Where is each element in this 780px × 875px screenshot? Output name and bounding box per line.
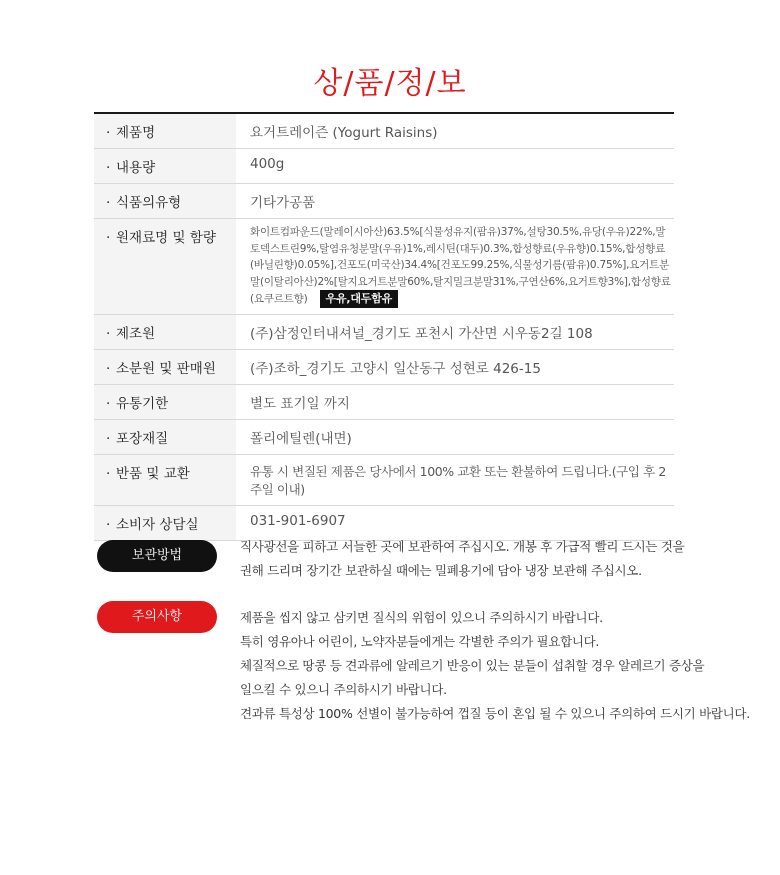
- ingredients-text: 화이트컴파운드(말레이시아산)63.5%[식물성유지(팜유)37%,설탕30.5%,유당(우유)22%,말토덱스트린9%,탈염유청분말(우유)1%,레시틴(대두)0.3%,합성향료(우유향)0.15%,합성향료(바닐린향)0.05%],건포도(미국산)34.4%[건포도99.25%,식물성기름(팜유)0.75%],요거트분말(이탈리아산)2%[탈지요거트분말60%,탈지밀크분말31%,구연산6%,요거트향3%],합성향료(요쿠르트향): [250, 226, 671, 305]
- allergen-badge: 우유,대두함유: [320, 290, 399, 308]
- storage-line: 직사광선을 피하고 서늘한 곳에 보관하여 주십시오. 개봉 후 가급적 빨리 드시는 것을: [240, 539, 685, 554]
- row-value: 폴리에틸렌(내면): [236, 420, 674, 455]
- table-row: [94, 385, 674, 420]
- row-label: · 식품의유형: [94, 184, 236, 219]
- row-label: · 유통기한: [94, 385, 236, 420]
- row-value: 요거트레이즌 (Yogurt Raisins): [236, 113, 674, 149]
- row-label: · 제품명: [94, 113, 236, 149]
- row-value: 기타가공품: [236, 184, 674, 219]
- row-value: (주)조하_경기도 고양시 일산동구 성현로 426-15: [236, 350, 674, 385]
- caution-text: [240, 606, 750, 726]
- table-row: [94, 219, 674, 315]
- row-value: (주)삼정인터내셔널_경기도 포천시 가산면 시우동2길 108: [236, 315, 674, 350]
- caution-line: 일으킬 수 있으니 주의하시기 바랍니다.: [240, 682, 447, 697]
- caution-line: 체질적으로 땅콩 등 견과류에 알레르기 반응이 있는 분들이 섭취할 경우 알레르기 증상을: [240, 658, 705, 673]
- bullet-icon: ·: [106, 361, 111, 377]
- bullet-icon: ·: [106, 160, 111, 176]
- table-row: [94, 455, 674, 506]
- bullet-icon: ·: [106, 125, 111, 141]
- row-label: · 제조원: [94, 315, 236, 350]
- storage-text: [240, 535, 684, 583]
- table-row: [94, 420, 674, 455]
- row-value: 400g: [236, 149, 674, 184]
- row-value: 031-901-6907: [236, 506, 674, 541]
- bullet-icon: ·: [106, 396, 111, 412]
- page-title: 상/품/정/보: [313, 66, 467, 102]
- product-info-table: [94, 112, 674, 541]
- row-label: · 포장재질: [94, 420, 236, 455]
- bullet-icon: ·: [106, 230, 111, 246]
- bullet-icon: ·: [106, 466, 111, 482]
- caution-line: 견과류 특성상 100% 선별이 불가능하여 껍질 등이 혼입 될 수 있으니 주의하여 드시기 바랍니다.: [240, 706, 750, 721]
- row-label: · 반품 및 교환: [94, 455, 236, 506]
- table-row: [94, 184, 674, 219]
- caution-badge: 주의사항: [97, 601, 217, 633]
- bullet-icon: ·: [106, 326, 111, 342]
- table-row: [94, 315, 674, 350]
- table-row: [94, 113, 674, 149]
- storage-badge: 보관방법: [97, 540, 217, 572]
- bullet-icon: ·: [106, 431, 111, 447]
- row-value: 유통 시 변질된 제품은 당사에서 100% 교환 또는 환불하여 드립니다.(구입 후 2주일 이내): [236, 455, 674, 506]
- row-label: · 소비자 상담실: [94, 506, 236, 541]
- bullet-icon: ·: [106, 195, 111, 211]
- caution-line: 제품을 씹지 않고 삼키면 질식의 위험이 있으니 주의하시기 바랍니다.: [240, 610, 603, 625]
- caution-line: 특히 영유아나 어린이, 노약자분들에게는 각별한 주의가 필요합니다.: [240, 634, 600, 649]
- row-label: · 원재료명 및 함량: [94, 219, 236, 315]
- row-value: 별도 표기일 까지: [236, 385, 674, 420]
- bullet-icon: ·: [106, 517, 111, 533]
- row-label: · 내용량: [94, 149, 236, 184]
- table-row: [94, 149, 674, 184]
- row-label: · 소분원 및 판매원: [94, 350, 236, 385]
- row-value: [236, 219, 674, 315]
- storage-line: 권해 드리며 장기간 보관하실 때에는 밀폐용기에 담아 냉장 보관해 주십시오.: [240, 563, 642, 578]
- table-row: [94, 350, 674, 385]
